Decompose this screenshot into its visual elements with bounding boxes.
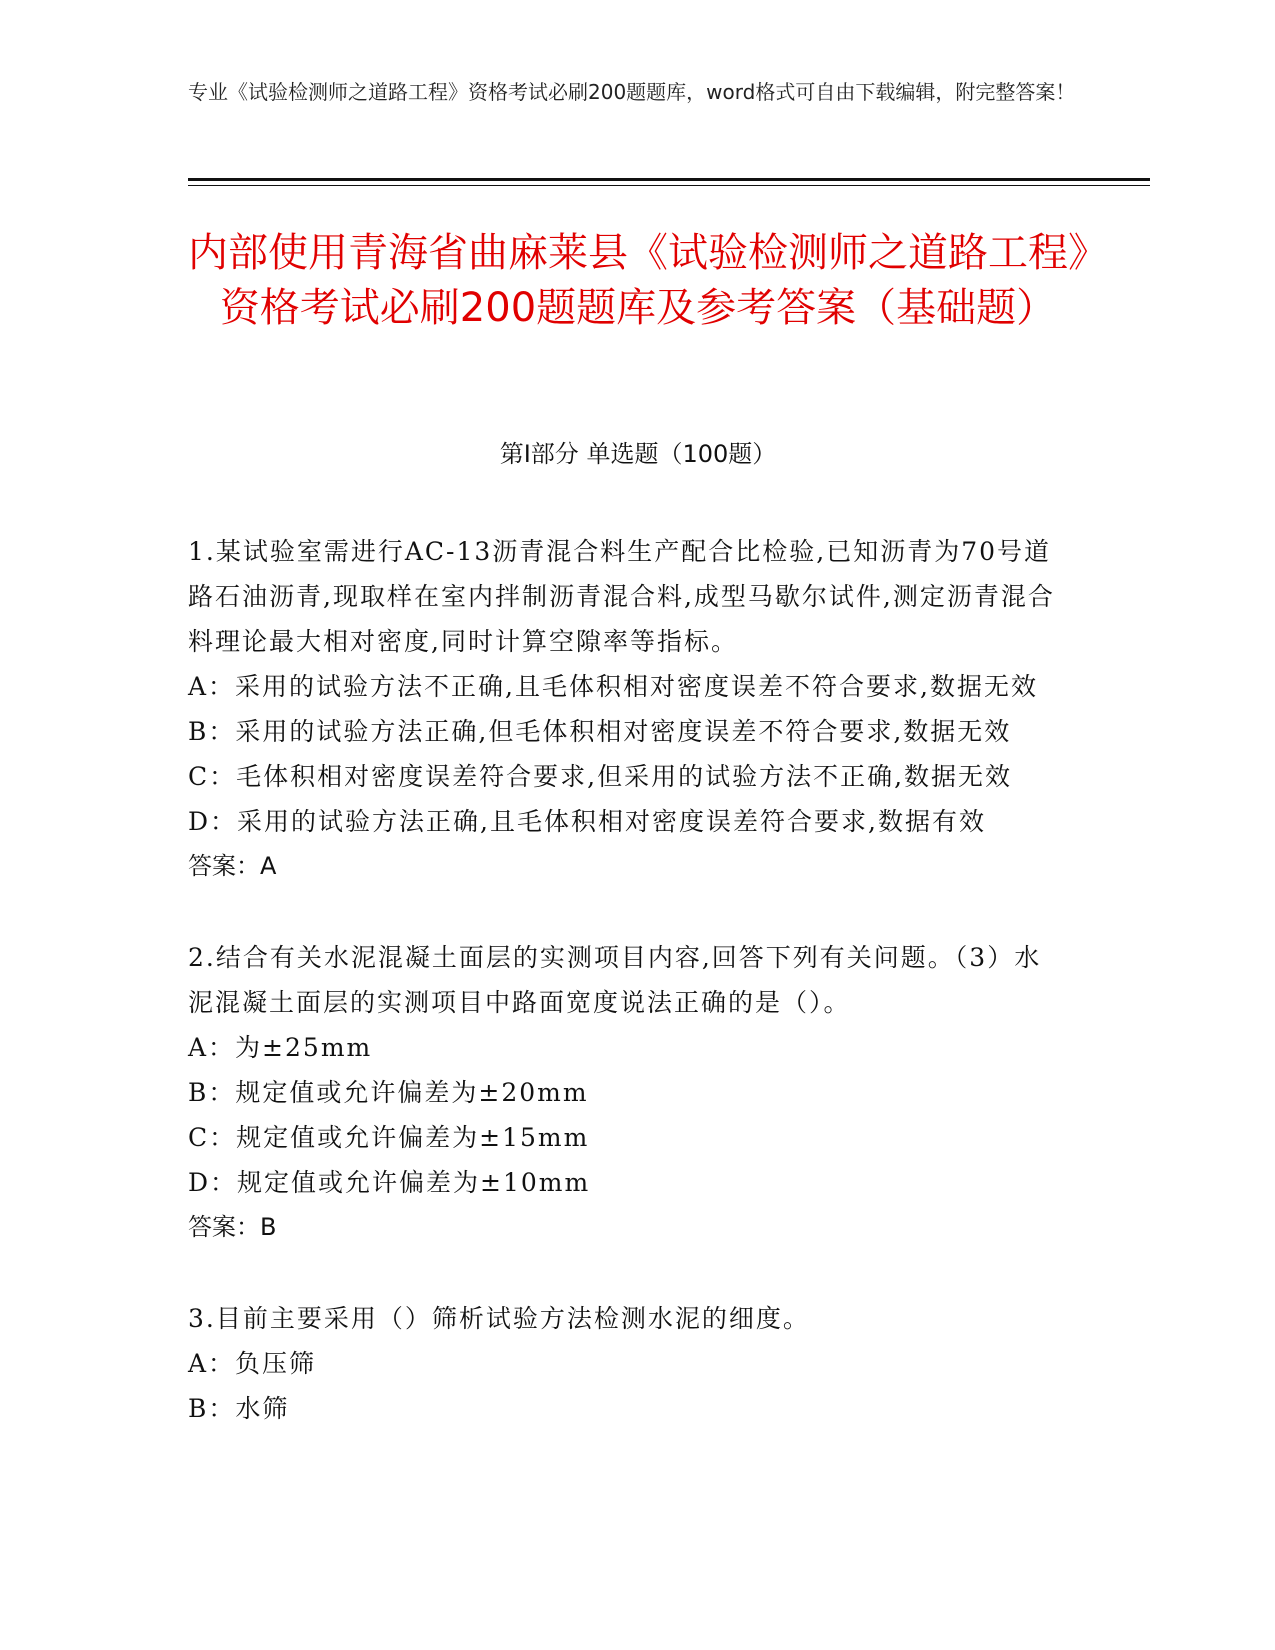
- option-a: A：负压筛: [188, 1349, 317, 1378]
- option-b: B：水筛: [188, 1394, 290, 1423]
- question-3: [188, 1296, 1068, 1431]
- option-a: A：为±25mm: [188, 1033, 373, 1062]
- option-c: C：毛体积相对密度误差符合要求,但采用的试验方法不正确,数据无效: [188, 762, 1013, 791]
- option-d: D：规定值或允许偏差为±10mm: [188, 1168, 591, 1197]
- answer-label: 答案：B: [188, 1213, 277, 1241]
- question-stem: 2.结合有关水泥混凝土面层的实测项目内容,回答下列有关问题。（3）水泥混凝土面层的实测项目中路面宽度说法正确的是（）。: [188, 943, 1042, 1017]
- question-stem: 1.某试验室需进行AC-13沥青混合料生产配合比检验,已知沥青为70号道路石油沥青,现取样在室内拌制沥青混合料,成型马歇尔试件,测定沥青混合料理论最大相对密度,同时计算空隙率等指标。: [188, 537, 1055, 656]
- document-title: 内部使用青海省曲麻莱县《试验检测师之道路工程》资格考试必刷200题题库及参考答案（基础题）: [188, 230, 1088, 331]
- question-1: [188, 529, 1068, 889]
- section-title: 第I部分 单选题（100题）: [499, 440, 777, 468]
- answer-label: 答案：A: [188, 852, 277, 880]
- option-b: B：规定值或允许偏差为±20mm: [188, 1078, 589, 1107]
- question-stem: 3.目前主要采用（）筛析试验方法检测水泥的细度。: [188, 1304, 810, 1333]
- question-list: [188, 529, 1068, 1477]
- header-divider-thick: [188, 178, 1150, 181]
- option-a: A：采用的试验方法不正确,且毛体积相对密度误差不符合要求,数据无效: [188, 672, 1038, 701]
- question-2: [188, 935, 1068, 1250]
- header-divider-thin: [188, 185, 1150, 186]
- option-b: B：采用的试验方法正确,但毛体积相对密度误差不符合要求,数据无效: [188, 717, 1012, 746]
- option-c: C：规定值或允许偏差为±15mm: [188, 1123, 590, 1152]
- option-d: D：采用的试验方法正确,且毛体积相对密度误差符合要求,数据有效: [188, 807, 986, 836]
- header-note: 专业《试验检测师之道路工程》资格考试必刷200题题库，word格式可自由下载编辑，附完整答案！: [188, 80, 1076, 104]
